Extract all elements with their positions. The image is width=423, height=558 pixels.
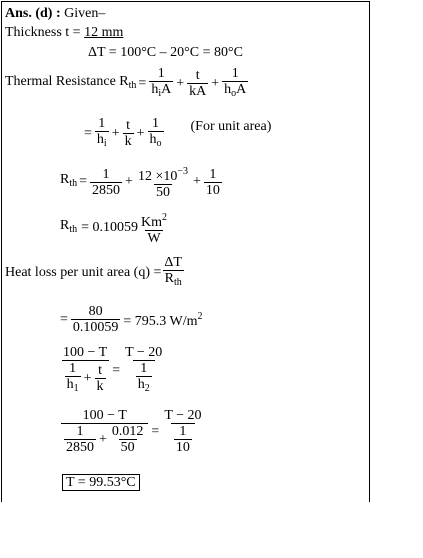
rth-label: $R_{th}$ <box>60 172 78 189</box>
fraction-12e-3-over-50: $\frac{12 \times 10^{-3}}{50}$ <box>137 166 188 200</box>
thickness-label: Thickness t = <box>5 25 81 40</box>
final-answer-box: T = 99.53°C <box>62 474 140 491</box>
fraction-1-over-hiA: $\frac{1}{h_iA}$ <box>151 66 172 99</box>
fraction-1-over-hi: $\frac{1}{h_i}$ <box>96 116 107 149</box>
fraction-t-over-kA: $\frac{t}{kA}$ <box>189 68 207 99</box>
right-numeric-fraction: $\frac{T - 20}{\frac{1}{10}}$ <box>164 408 202 455</box>
heat-loss-equation: Heat loss per unit area (q) = $\frac{\Delta T}{R_{th}}$ <box>5 255 182 288</box>
answer-label: Ans. (d) : <box>5 6 61 21</box>
fraction-1-over-hoA: $\frac{1}{h_oA}$ <box>224 66 247 99</box>
q-result: = 795.3 $W/m^2$ <box>123 311 203 329</box>
given-label: Given– <box>64 6 106 21</box>
fraction-1-over-2850: $\frac{1}{2850}$ <box>92 166 121 198</box>
fraction-dt-over-rth: $\frac{\Delta T}{R_{th}}$ <box>164 255 182 288</box>
thermal-label: Thermal Resistance $R_{th}$ <box>5 73 137 91</box>
rth-calculation: $R_{th}$ = $\frac{1}{2850}$ + $\frac{12 \times 10^{-3}}{50}$ + $\frac{1}{10}$ <box>60 166 220 200</box>
fraction-1-over-ho: $\frac{1}{h_o}$ <box>149 116 162 149</box>
left-numeric-fraction: 100 − T $\frac{1}{2850}$ + $\frac{0.012}{50}$ <box>61 408 148 455</box>
unit-area-note: (For unit area) <box>190 118 272 134</box>
temperature-equation-2: 100 − T $\frac{1}{2850}$ + $\frac{0.012}{50}$ = $\frac{T - 20}{\frac{1}{10}}$ <box>60 408 205 455</box>
q-calculation: = $\frac{80}{0.10059}$ = 795.3 $W/m^2$ <box>60 304 203 335</box>
fraction-80-over-0.10059: $\frac{80}{0.10059}$ <box>72 304 119 335</box>
left-compound-fraction: 100 − T $\frac{1}{h_1}$ + $\frac{t}{k}$ <box>63 345 108 394</box>
answer-heading <box>5 6 105 22</box>
thickness-line <box>5 25 123 41</box>
fraction-km2-over-w: $\frac{Km^2}{W}$ <box>141 212 168 246</box>
rth-result: $R_{th}$ = 0.10059 $\frac{Km^2}{W}$ <box>60 212 168 246</box>
right-compound-fraction: $\frac{T - 20}{\frac{1}{h_2}}$ <box>125 345 163 394</box>
delta-t-line: ΔT = 100°C – 20°C = 80°C <box>88 45 243 60</box>
thermal-resistance-equation: Thermal Resistance $R_{th}$ = $\frac{1}{h_iA}$ + $\frac{t}{kA}$ + $\frac{1}{h_oA}$ <box>5 66 247 99</box>
final-answer <box>62 475 140 491</box>
fraction-1-over-10: $\frac{1}{10}$ <box>205 166 220 198</box>
temperature-equation-1: 100 − T $\frac{1}{h_1}$ + $\frac{t}{k}$ = $\frac{T - 20}{\frac{1}{h_2}}$ <box>63 345 163 394</box>
unit-area-equation: = $\frac{1}{h_i}$ + $\frac{t}{k}$ + $\frac{1}{h_o}$ (For unit area) <box>84 116 272 149</box>
thickness-value: 12 mm <box>84 25 124 40</box>
fraction-t-over-k: $\frac{t}{k}$ <box>124 118 132 149</box>
